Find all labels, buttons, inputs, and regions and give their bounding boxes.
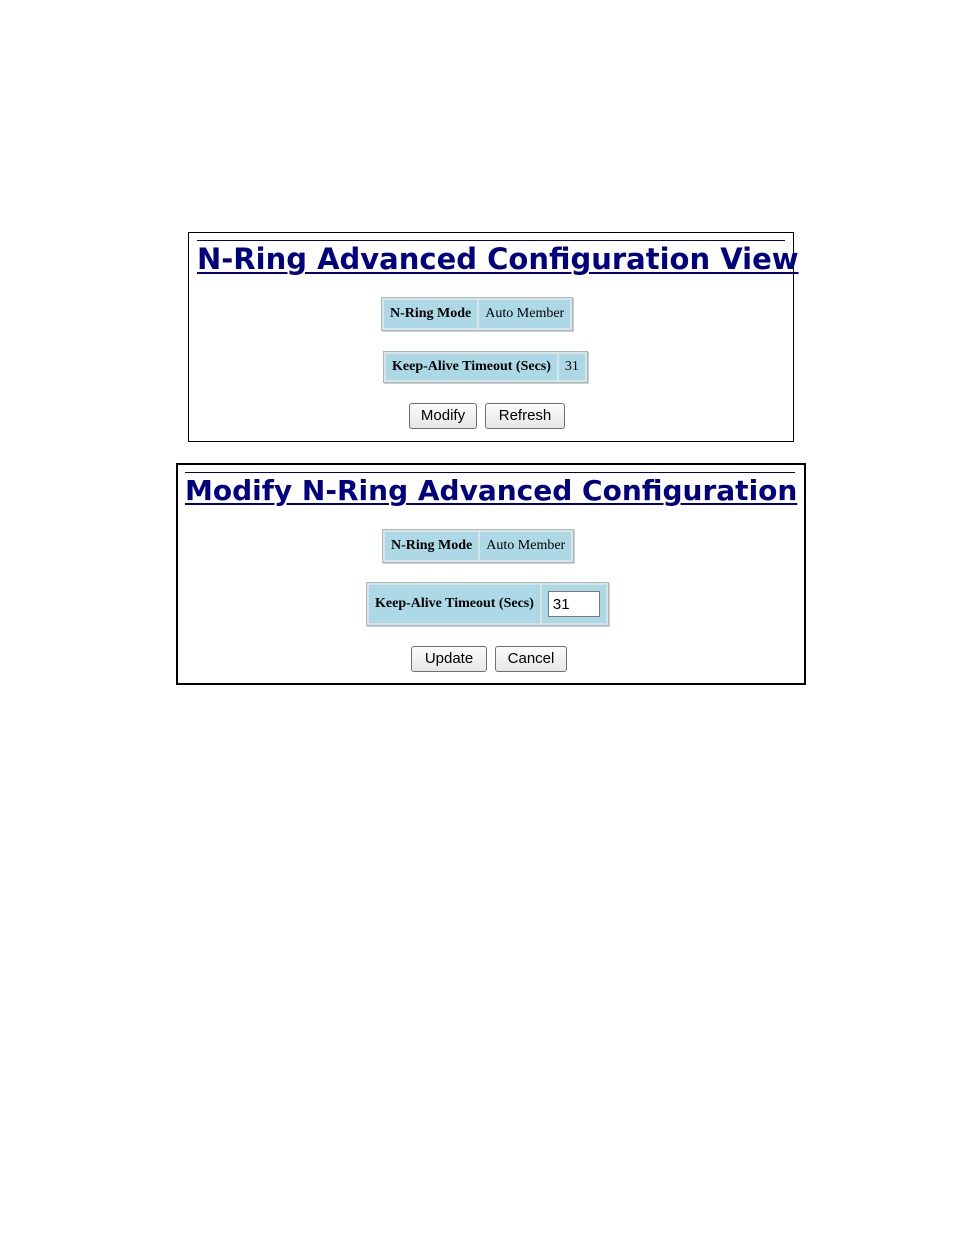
timeout-input-cell [542,585,606,623]
timeout-table [383,351,588,383]
refresh-button[interactable]: Refresh [485,403,565,429]
timeout-input[interactable] [548,591,600,617]
mode-table [382,529,574,563]
mode-label: N-Ring Mode [384,300,477,328]
timeout-label: Keep-Alive Timeout (Secs) [369,585,540,623]
update-button[interactable]: Update [411,646,487,672]
modify-config-panel [176,463,806,685]
mode-table [381,297,573,331]
page-title: N-Ring Advanced Configuration View [197,242,799,276]
timeout-label: Keep-Alive Timeout (Secs) [386,354,557,380]
advanced-config-view-panel [188,232,799,442]
mode-label: N-Ring Mode [385,532,478,560]
modify-button[interactable]: Modify [409,403,477,429]
timeout-table [366,582,609,626]
mode-value: Auto Member [479,300,570,328]
cancel-button[interactable]: Cancel [495,646,567,672]
timeout-value: 31 [559,354,585,380]
page-title: Modify N-Ring Advanced Configuration [185,474,798,507]
mode-value: Auto Member [480,532,571,560]
